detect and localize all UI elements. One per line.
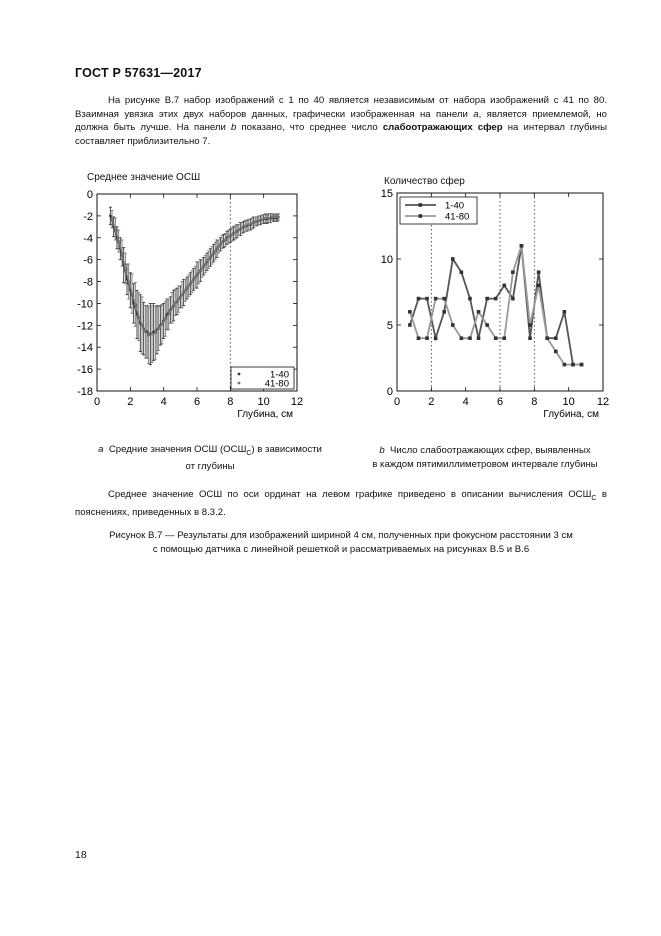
spheres-xtick-label: 4 <box>462 396 469 408</box>
page-number: 18 <box>75 849 87 861</box>
spheres-data-point <box>545 336 549 340</box>
spheres-data-point <box>408 323 412 327</box>
snr-ytick-label: -6 <box>83 254 93 267</box>
intro-bold-term: слабоотражающих сфер <box>382 122 503 134</box>
spheres-data-point <box>537 270 541 274</box>
spheres-data-point <box>477 310 481 314</box>
figure-caption <box>75 529 607 557</box>
figure-caption-line2: с помощью датчика с линейной решеткой и рассматриваемых на рисунках В.5 и В.6 <box>152 544 530 555</box>
panel-a-ref: a <box>473 108 479 120</box>
spheres-xtick-label: 10 <box>562 396 575 408</box>
spheres-legend-marker <box>419 214 423 218</box>
spheres-data-point <box>520 244 524 248</box>
snr-ytick-label: -18 <box>77 386 93 398</box>
spheres-data-point <box>554 336 558 340</box>
spheres-data-point <box>502 284 506 288</box>
spheres-data-point <box>511 270 515 274</box>
panel-b-ref: b <box>230 122 237 134</box>
spheres-data-point <box>485 297 489 301</box>
snr-ytick-label: -14 <box>77 342 93 355</box>
spheres-data-point <box>580 363 584 367</box>
spheres-data-point <box>451 257 455 261</box>
spheres-data-point <box>460 336 464 340</box>
spheres-data-point <box>451 323 455 327</box>
snr-xtick-label: 10 <box>257 396 270 408</box>
spheres-data-point <box>468 297 472 301</box>
snr-legend-label: 41-80 <box>264 378 289 390</box>
spheres-data-point <box>528 336 532 340</box>
spheres-ytick-label: 0 <box>386 386 393 398</box>
spheres-data-point <box>502 336 506 340</box>
snr-note-text2: в пояснениях, приведенных в 8.3.2. <box>75 489 608 518</box>
caption-b <box>360 444 610 471</box>
caption-a-text1: Средние значения ОСШ (ОСШ <box>108 444 247 455</box>
spheres-data-point <box>417 336 421 340</box>
spheres-xtick-label: 8 <box>531 396 538 408</box>
spheres-data-point <box>417 297 421 301</box>
spheres-data-point <box>434 336 438 340</box>
intro-text-1: На рисунке В.7 набор изображений с 1 по 40 является независимым от набора изображений с 41 по 80. Взаимная увязка этих двух наборов данных, графически изображенная на панели <box>75 95 607 120</box>
spheres-data-point <box>563 363 567 367</box>
intro-text-3: показано, что среднее число <box>236 122 383 134</box>
spheres-xtick-label: 12 <box>596 396 610 408</box>
spheres-data-point <box>494 297 498 301</box>
spheres-ytick-label: 10 <box>380 254 393 266</box>
figure-caption-line1: Рисунок В.7 — Результаты для изображений шириной 4 см, полученных при фокусном расстоянии 3 см <box>109 530 573 541</box>
snr-ytick-label: 0 <box>86 189 93 201</box>
caption-b-text1: Число слабоотражающих сфер, выявленных <box>390 445 591 456</box>
snr-xtick-label: 2 <box>127 396 134 408</box>
spheres-data-point <box>442 310 446 314</box>
snr-legend-label: 1-40 <box>269 369 289 381</box>
caption-a-text3: от глубины <box>185 461 235 473</box>
snr-xtick-label: 0 <box>93 396 101 408</box>
snr-ytick-label: -16 <box>77 364 93 377</box>
snr-xlabel: Глубина, см <box>237 409 293 420</box>
spheres-data-point <box>528 323 532 327</box>
spheres-data-point <box>425 336 429 340</box>
spheres-data-point <box>537 284 541 288</box>
spheres-xtick-label: 0 <box>393 396 401 408</box>
spheres-xtick-label: 2 <box>428 396 435 408</box>
spheres-ytick-label: 15 <box>380 188 393 200</box>
left-chart-title: Среднее значение ОСШ <box>87 172 201 183</box>
snr-xtick-label: 4 <box>160 396 167 408</box>
snr-xtick-label: 6 <box>193 396 201 408</box>
caption-b-label: b <box>379 445 385 456</box>
caption-a-sub: C <box>246 449 252 457</box>
spheres-data-point <box>460 270 464 274</box>
spheres-xlabel: Глубина, см <box>543 409 599 420</box>
spheres-data-point <box>442 297 446 301</box>
spheres-data-point <box>563 310 567 314</box>
snr-note-sub: C <box>591 494 597 502</box>
snr-xtick-label: 8 <box>227 396 234 408</box>
spheres-data-point <box>425 297 429 301</box>
spheres-data-point <box>554 350 558 354</box>
spheres-ytick-label: 5 <box>386 320 393 332</box>
snr-ytick-label: -4 <box>83 232 93 245</box>
snr-note-text1: Среднее значение ОСШ по оси ординат на левом графике приведено в описании вычисления ОСШ <box>108 489 592 500</box>
spheres-xtick-label: 6 <box>496 396 504 408</box>
spheres-data-point <box>434 297 438 301</box>
spheres-data-point <box>468 336 472 340</box>
spheres-data-point <box>477 336 481 340</box>
snr-xtick-label: 12 <box>290 396 304 408</box>
snr-ytick-label: -10 <box>77 298 93 311</box>
snr-ytick-label: -12 <box>77 320 93 333</box>
intro-text-4: на интервал глубины составляет приблизительно 7. <box>75 122 607 147</box>
snr-ytick-label: -8 <box>83 276 93 289</box>
spheres-data-point <box>571 363 575 367</box>
intro-text-2: , является приемлемой, но должна быть лучше. На панели <box>75 108 607 134</box>
caption-b-text2: в каждом пятимиллиметровом интервале глубины <box>372 458 598 470</box>
spheres-data-point <box>485 323 489 327</box>
right-chart-title: Количество сфер <box>384 176 465 187</box>
caption-a <box>82 443 338 474</box>
snr-ytick-label: -2 <box>83 210 93 223</box>
spheres-legend-label: 41-80 <box>445 211 470 223</box>
spheres-legend-marker <box>419 203 423 207</box>
caption-a-label: a <box>98 444 104 455</box>
snr-note-paragraph <box>75 488 607 519</box>
spheres-data-point <box>494 336 498 340</box>
caption-a-text2: ) в зависимости <box>251 444 322 455</box>
spheres-data-point <box>408 310 412 314</box>
spheres-legend-label: 1-40 <box>445 200 465 212</box>
spheres-data-point <box>511 297 515 301</box>
document-header: ГОСТ Р 57631—2017 <box>75 66 202 80</box>
